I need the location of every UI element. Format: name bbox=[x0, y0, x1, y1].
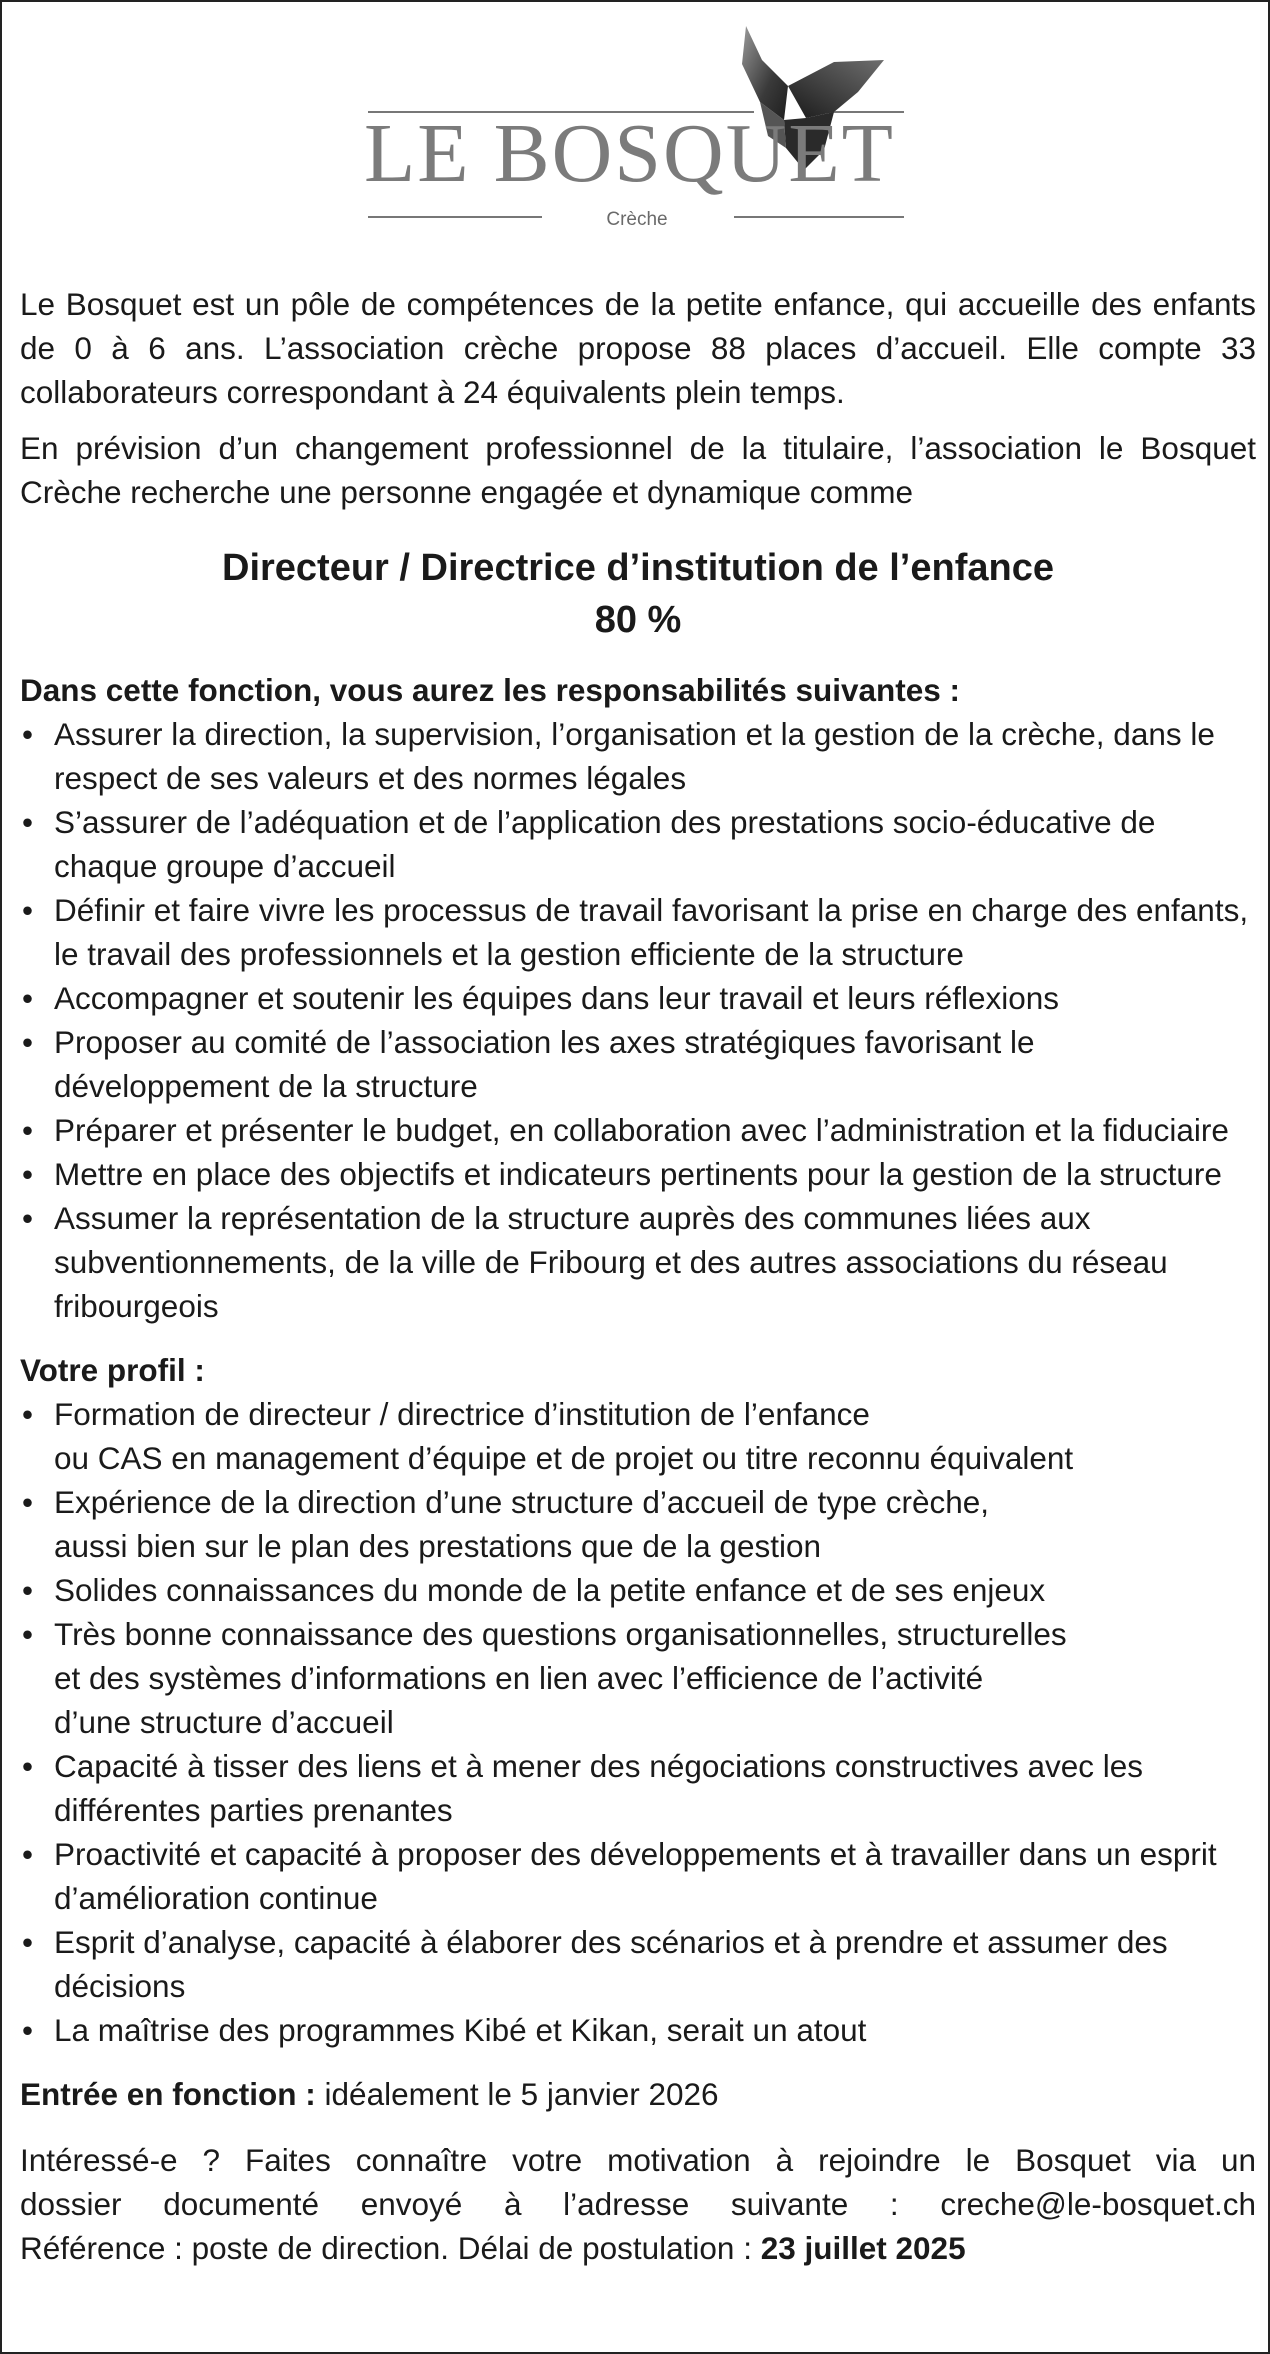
profile-item bbox=[20, 1568, 1256, 1612]
responsibility-item-text: Assumer la représentation de la structure auprès des communes liées aux subventionnements, de la ville de Fribourg et des autres associations du réseau fribourgeois bbox=[54, 1200, 1168, 1324]
responsibility-item-text: Préparer et présenter le budget, en collaboration avec l’administration et la fiduciaire bbox=[54, 1112, 1229, 1148]
application-deadline: 23 juillet 2025 bbox=[760, 2230, 966, 2266]
profile-item bbox=[20, 1744, 1256, 1832]
profile-heading: Votre profil : bbox=[20, 1352, 205, 1388]
bullet-icon: • bbox=[22, 892, 34, 928]
logo-subtitle: Crèche bbox=[542, 210, 732, 229]
profile-item-text: Expérience de la direction d’une structure d’accueil de type crèche, aussi bien sur le plan des prestations que de la gestion bbox=[54, 1484, 990, 1564]
profile-item-text: Esprit d’analyse, capacité à élaborer des scénarios et à prendre et assumer des décisions bbox=[54, 1924, 1168, 2004]
profile-item-text: Capacité à tisser des liens et à mener des négociations constructives avec les différentes parties prenantes bbox=[54, 1748, 1144, 1828]
intro-paragraph: Le Bosquet est un pôle de compétences de la petite enfance, qui accueille des enfants de 0 à 6 ans. L’association crèche propose 88 places d’accueil. Elle compte 33 collaborateurs correspondant à 24 équivalents plein temps. bbox=[20, 286, 1256, 410]
start-date bbox=[20, 2072, 1256, 2116]
responsibility-item bbox=[20, 1152, 1256, 1196]
bullet-icon: • bbox=[22, 1572, 34, 1608]
start-date-label: Entrée en fonction : bbox=[20, 2076, 316, 2112]
bullet-icon: • bbox=[22, 1112, 34, 1148]
bullet-icon: • bbox=[22, 1836, 34, 1872]
responsibility-item-text: Définir et faire vivre les processus de travail favorisant la prise en charge des enfants, le travail des professionnels et la gestion efficiente de la structure bbox=[54, 892, 1249, 972]
ad-body bbox=[20, 282, 1256, 2270]
responsibility-item bbox=[20, 976, 1256, 1020]
bullet-icon: • bbox=[22, 1616, 34, 1652]
search-paragraph: En prévision d’un changement professionnel de la titulaire, l’association le Bosquet Crèche recherche une personne engagée et dynamique comme bbox=[20, 430, 1256, 510]
responsibility-item bbox=[20, 1020, 1256, 1108]
bullet-icon: • bbox=[22, 1024, 34, 1060]
responsibility-item-text: Mettre en place des objectifs et indicateurs pertinents pour la gestion de la structure bbox=[54, 1156, 1222, 1192]
profile-list bbox=[20, 1392, 1256, 2052]
profile-item bbox=[20, 1920, 1256, 2008]
profile-item-text: Solides connaissances du monde de la petite enfance et de ses enjeux bbox=[54, 1572, 1046, 1608]
bullet-icon: • bbox=[22, 980, 34, 1016]
responsibility-item-text: Proposer au comité de l’association les axes stratégiques favorisant le développement de la structure bbox=[54, 1024, 1035, 1104]
start-date-value: idéalement le 5 janvier 2026 bbox=[324, 2076, 719, 2112]
responsibility-item-text: S’assurer de l’adéquation et de l’application des prestations socio-éducative de chaque groupe d’accueil bbox=[54, 804, 1156, 884]
responsibility-item bbox=[20, 800, 1256, 888]
application-instructions bbox=[20, 2138, 1256, 2270]
profile-item bbox=[20, 1392, 1256, 1480]
job-title: Directeur / Directrice d’institution de l’enfance bbox=[222, 547, 1054, 589]
closing-contact-text: dossier documenté envoyé à l’adresse suivante : bbox=[20, 2186, 899, 2222]
profile-item-text: Très bonne connaissance des questions organisationnelles, structurelles et des systèmes d’informations en lien avec l’efficience de l’activité d’une structure d’accueil bbox=[54, 1616, 1067, 1740]
profile-item-text: Formation de directeur / directrice d’institution de l’enfance ou CAS en management d’équipe et de projet ou titre reconnu équivalent bbox=[54, 1396, 1074, 1476]
bullet-icon: • bbox=[22, 1156, 34, 1192]
profile-item bbox=[20, 1612, 1256, 1744]
responsibility-item bbox=[20, 1108, 1256, 1152]
bullet-icon: • bbox=[22, 1484, 34, 1520]
responsibility-item-text: Accompagner et soutenir les équipes dans leur travail et leurs réflexions bbox=[54, 980, 1060, 1016]
responsibilities-list bbox=[20, 712, 1256, 1328]
job-rate: 80 % bbox=[594, 599, 682, 641]
reference-text: Référence : poste de direction. Délai de postulation : bbox=[20, 2230, 752, 2266]
responsibility-item bbox=[20, 888, 1256, 976]
profile-item-text: La maîtrise des programmes Kibé et Kikan, serait un atout bbox=[54, 2012, 867, 2048]
logo-wordmark: LE BOSQUET bbox=[364, 107, 895, 200]
closing-contact-line bbox=[20, 2182, 1256, 2226]
bullet-icon: • bbox=[22, 1924, 34, 1960]
contact-email[interactable]: creche@le-bosquet.ch bbox=[940, 2186, 1256, 2222]
profile-item bbox=[20, 2008, 1256, 2052]
bullet-icon: • bbox=[22, 1396, 34, 1432]
bullet-icon: • bbox=[22, 1748, 34, 1784]
profile-item bbox=[20, 1832, 1256, 1920]
profile-item-text: Proactivité et capacité à proposer des développements et à travailler dans un esprit d’amélioration continue bbox=[54, 1836, 1217, 1916]
bullet-icon: • bbox=[22, 716, 34, 752]
responsibility-item bbox=[20, 712, 1256, 800]
closing-line: Intéressé-e ? Faites connaître votre motivation à rejoindre le Bosquet via un bbox=[20, 2142, 1256, 2178]
bullet-icon: • bbox=[22, 2012, 34, 2048]
responsibility-item bbox=[20, 1196, 1256, 1328]
bullet-icon: • bbox=[22, 1200, 34, 1236]
profile-item bbox=[20, 1480, 1256, 1568]
responsibilities-heading: Dans cette fonction, vous aurez les responsabilités suivantes : bbox=[20, 672, 961, 708]
closing-reference-line bbox=[20, 2226, 1256, 2270]
responsibility-item-text: Assurer la direction, la supervision, l’organisation et la gestion de la crèche, dans le respect de ses valeurs et des normes légales bbox=[54, 716, 1215, 796]
bullet-icon: • bbox=[22, 804, 34, 840]
